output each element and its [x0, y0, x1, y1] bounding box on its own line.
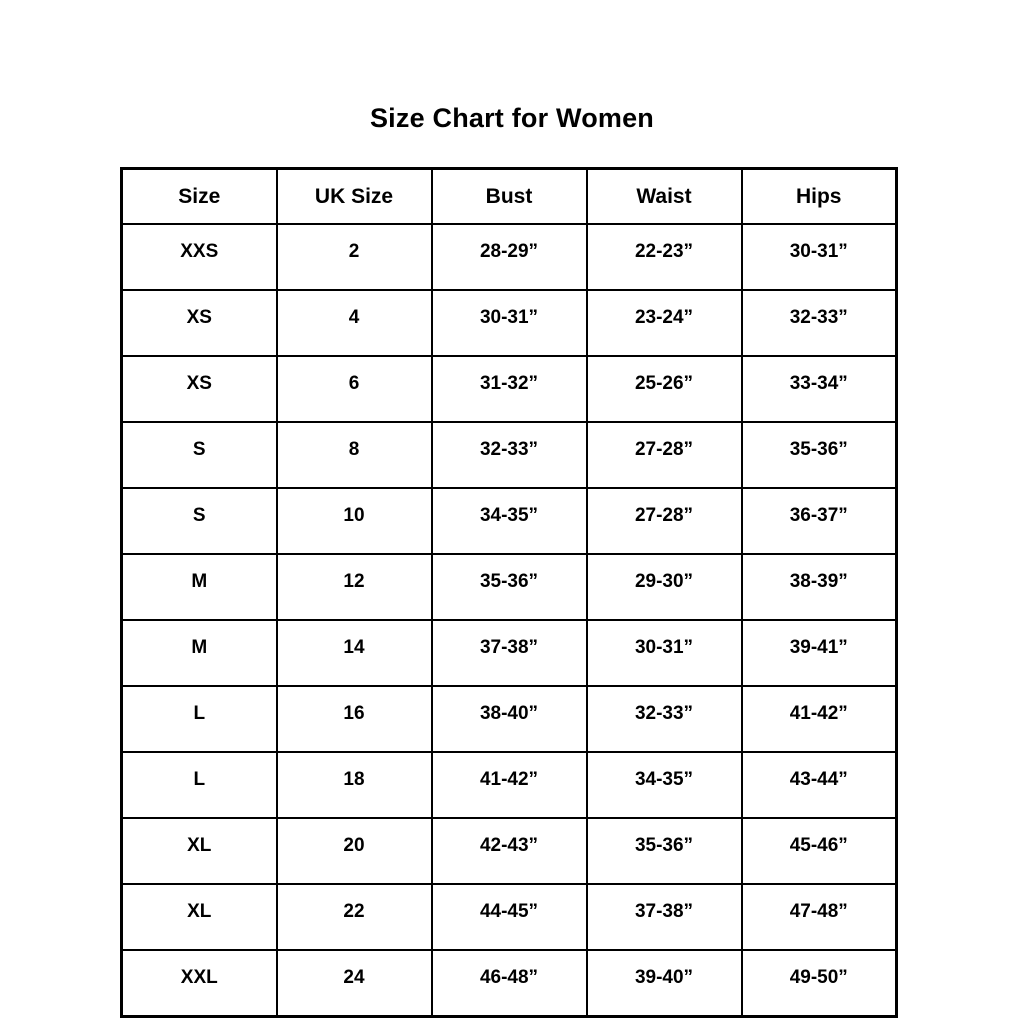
cell-hips: 38-39” [742, 554, 897, 620]
cell-waist: 34-35” [587, 752, 742, 818]
cell-waist: 37-38” [587, 884, 742, 950]
cell-bust: 30-31” [432, 290, 587, 356]
cell-uk-size: 24 [277, 950, 432, 1017]
cell-uk-size: 14 [277, 620, 432, 686]
cell-uk-size: 12 [277, 554, 432, 620]
table-row [122, 818, 897, 884]
cell-bust: 46-48” [432, 950, 587, 1017]
table-row [122, 554, 897, 620]
cell-waist: 39-40” [587, 950, 742, 1017]
cell-waist: 29-30” [587, 554, 742, 620]
cell-uk-size: 20 [277, 818, 432, 884]
cell-bust: 41-42” [432, 752, 587, 818]
cell-size: L [122, 752, 277, 818]
cell-uk-size: 16 [277, 686, 432, 752]
cell-uk-size: 22 [277, 884, 432, 950]
table-row [122, 884, 897, 950]
table-row [122, 356, 897, 422]
cell-size: XXL [122, 950, 277, 1017]
column-header-bust: Bust [432, 169, 587, 225]
cell-bust: 28-29” [432, 224, 587, 290]
cell-size: M [122, 620, 277, 686]
cell-waist: 30-31” [587, 620, 742, 686]
cell-size: XS [122, 290, 277, 356]
cell-hips: 43-44” [742, 752, 897, 818]
table-row [122, 290, 897, 356]
table-row [122, 950, 897, 1017]
cell-bust: 44-45” [432, 884, 587, 950]
cell-uk-size: 8 [277, 422, 432, 488]
table-row [122, 488, 897, 554]
cell-waist: 23-24” [587, 290, 742, 356]
cell-size: M [122, 554, 277, 620]
cell-waist: 22-23” [587, 224, 742, 290]
cell-hips: 41-42” [742, 686, 897, 752]
cell-size: XL [122, 818, 277, 884]
cell-size: S [122, 422, 277, 488]
cell-size: S [122, 488, 277, 554]
table-row [122, 686, 897, 752]
cell-hips: 32-33” [742, 290, 897, 356]
column-header-hips: Hips [742, 169, 897, 225]
size-chart-table-container [120, 167, 898, 1018]
cell-bust: 32-33” [432, 422, 587, 488]
column-header-waist: Waist [587, 169, 742, 225]
cell-size: XL [122, 884, 277, 950]
cell-hips: 36-37” [742, 488, 897, 554]
cell-bust: 38-40” [432, 686, 587, 752]
table-body [122, 224, 897, 1017]
header-row [122, 169, 897, 225]
column-header-size: Size [122, 169, 277, 225]
table-row [122, 752, 897, 818]
table-row [122, 422, 897, 488]
cell-bust: 34-35” [432, 488, 587, 554]
cell-uk-size: 2 [277, 224, 432, 290]
cell-hips: 49-50” [742, 950, 897, 1017]
cell-waist: 25-26” [587, 356, 742, 422]
page-title: Size Chart for Women [369, 103, 655, 133]
cell-size: XS [122, 356, 277, 422]
cell-waist: 35-36” [587, 818, 742, 884]
cell-hips: 39-41” [742, 620, 897, 686]
cell-uk-size: 4 [277, 290, 432, 356]
cell-uk-size: 6 [277, 356, 432, 422]
cell-bust: 37-38” [432, 620, 587, 686]
cell-hips: 47-48” [742, 884, 897, 950]
table-row [122, 620, 897, 686]
cell-bust: 42-43” [432, 818, 587, 884]
cell-waist: 32-33” [587, 686, 742, 752]
column-header-uk-size: UK Size [277, 169, 432, 225]
cell-uk-size: 10 [277, 488, 432, 554]
cell-size: XXS [122, 224, 277, 290]
size-chart-table [120, 167, 898, 1018]
cell-bust: 35-36” [432, 554, 587, 620]
cell-hips: 33-34” [742, 356, 897, 422]
cell-bust: 31-32” [432, 356, 587, 422]
table-header [122, 169, 897, 225]
cell-hips: 30-31” [742, 224, 897, 290]
cell-uk-size: 18 [277, 752, 432, 818]
cell-hips: 45-46” [742, 818, 897, 884]
cell-waist: 27-28” [587, 488, 742, 554]
cell-hips: 35-36” [742, 422, 897, 488]
cell-size: L [122, 686, 277, 752]
cell-waist: 27-28” [587, 422, 742, 488]
table-row [122, 224, 897, 290]
